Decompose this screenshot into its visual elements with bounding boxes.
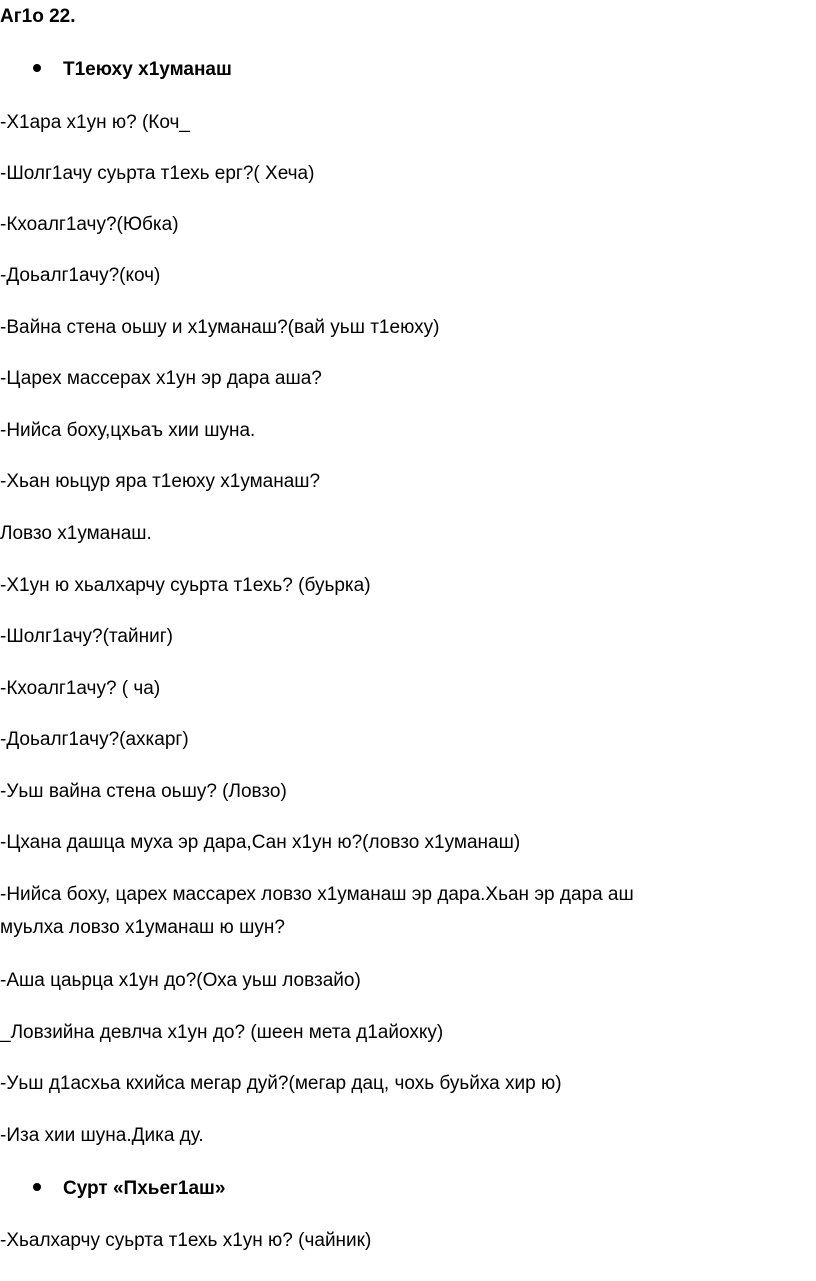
text-line: -Доьалг1ачу?(ахкарг) <box>0 729 189 750</box>
text-line: -Нийса боху,цхьаъ хии шуна. <box>0 420 256 441</box>
text-line: -Нийса боху, царех массарех ловзо х1уманаш эр дара.Хьан эр дара аш <box>0 884 634 905</box>
section-heading-clothes <box>33 58 232 82</box>
section-heading-text: Т1еюху х1уманаш <box>63 59 232 80</box>
section-heading-dishes <box>33 1177 225 1201</box>
text-line: -Хьалхарчу суьрта т1ехь х1ун ю? (чайник) <box>0 1230 372 1251</box>
bullet-icon <box>33 64 41 72</box>
text-line: _Ловзийна девлча х1ун до? (шеен мета д1айохку) <box>0 1022 444 1043</box>
document-title: Аг1о 22. <box>0 6 76 27</box>
text-line: -Уьш вайна стена оьшу? (Ловзо) <box>0 781 287 802</box>
text-line: -Шолг1ачу?(тайниг) <box>0 626 173 647</box>
text-line: -Кхоалг1ачу?(Юбка) <box>0 214 179 235</box>
text-line: -Доьалг1ачу?(коч) <box>0 265 161 286</box>
text-line: -Аша цаьрца х1ун до?(Оха уьш ловзайо) <box>0 970 361 991</box>
text-line: -Кхоалг1ачу? ( ча) <box>0 678 161 699</box>
section-heading-text: Сурт «Пхьег1аш» <box>63 1178 226 1199</box>
text-line: -Царех массерах х1ун эр дара аша? <box>0 368 322 389</box>
text-line: -Цхана дашца муха эр дара,Сан х1ун ю?(ловзо х1уманаш) <box>0 832 521 853</box>
text-line: -Иза хии шуна.Дика ду. <box>0 1125 204 1146</box>
text-line: -Шолг1ачу суьрта т1ехь ерг?( Хеча) <box>0 163 315 184</box>
text-line: -Уьш д1асхьа кхийса мегар дуй?(мегар дац, чохь буьйха хир ю) <box>0 1073 562 1094</box>
text-line: -Х1ун ю хьалхарчу суьрта т1ехь? (буьрка) <box>0 575 371 596</box>
bullet-icon <box>33 1183 41 1191</box>
text-line: -Вайна стена оьшу и х1уманаш?(вай уьш т1еюху) <box>0 317 440 338</box>
text-line: муьлха ловзо х1уманаш ю шун? <box>0 917 285 938</box>
text-line: Ловзо х1уманаш. <box>0 523 152 544</box>
text-line: -Хьан юьцур яра т1еюху х1уманаш? <box>0 471 321 492</box>
text-line: -Х1ара х1ун ю? (Коч_ <box>0 112 190 133</box>
